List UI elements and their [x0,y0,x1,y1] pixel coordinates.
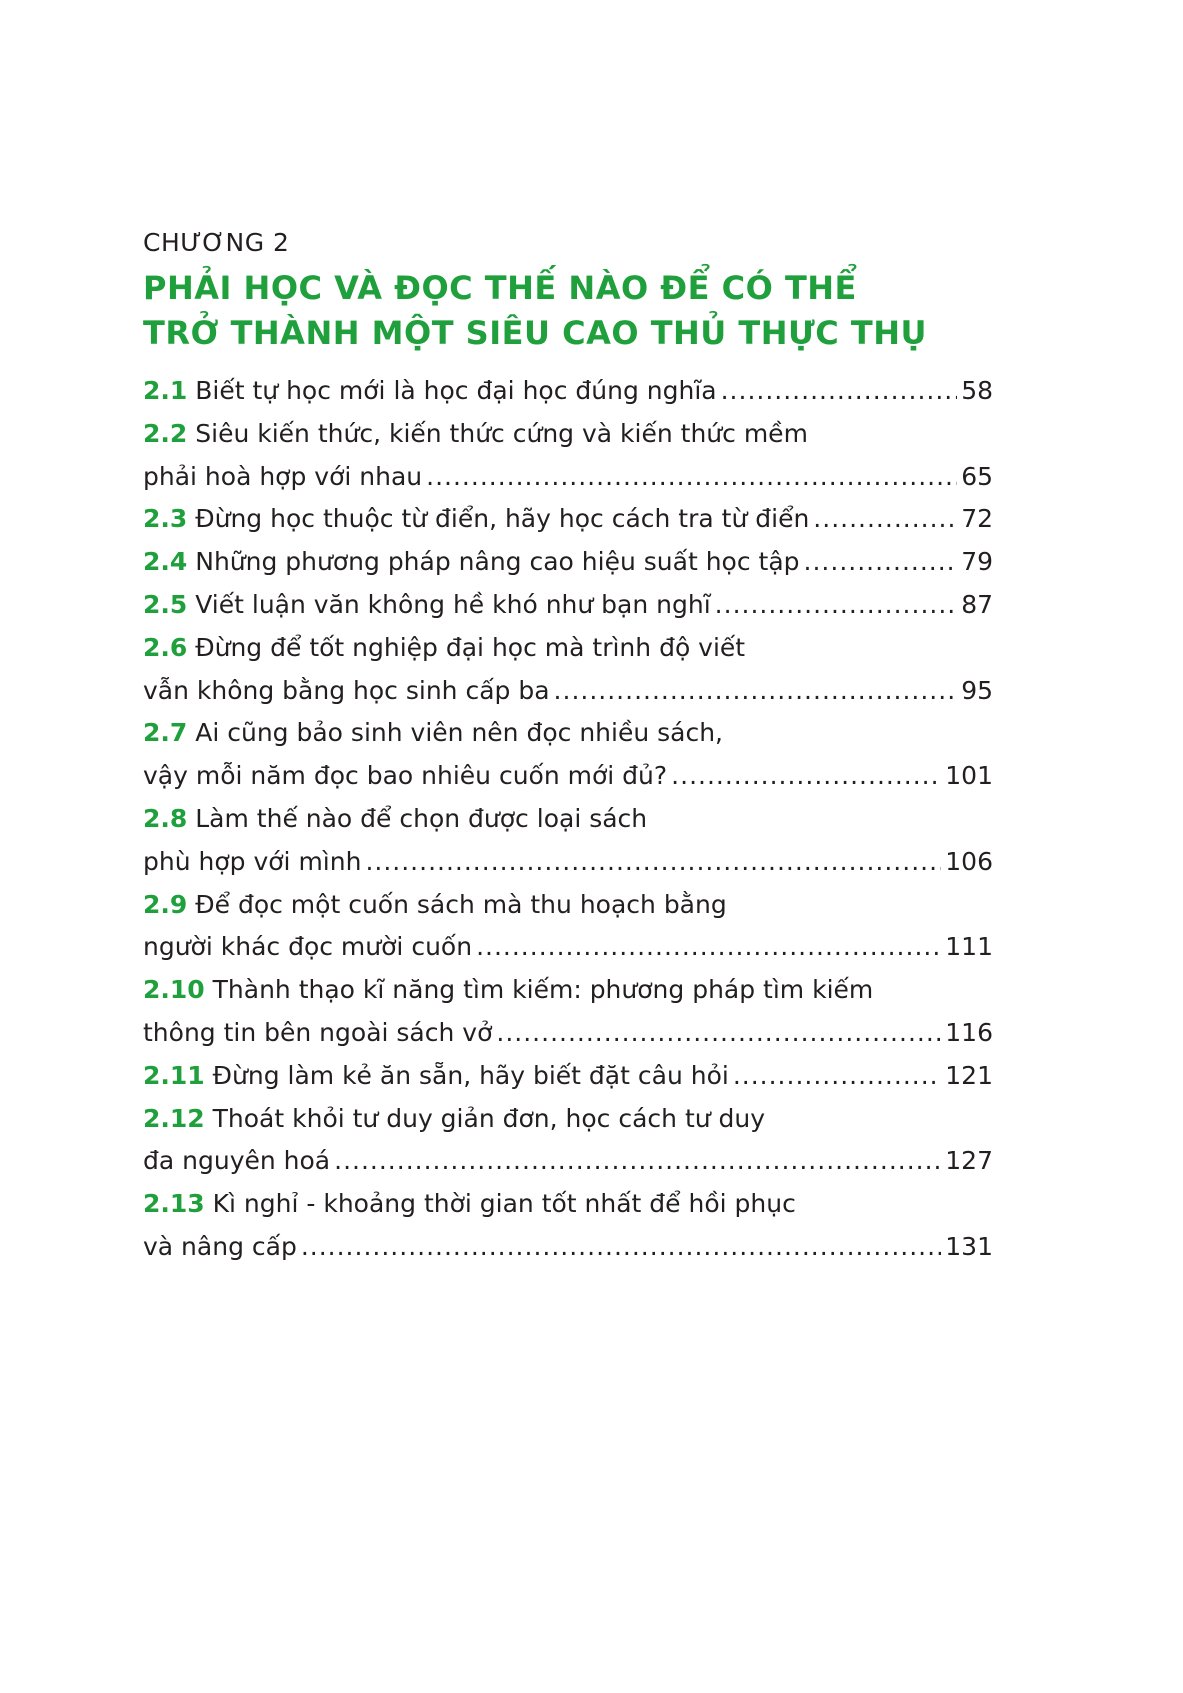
toc-entry-number: 2.9 [143,889,188,919]
toc-entry-line [143,969,993,1012]
toc-entry-line [143,1183,993,1226]
dot-leader [733,1055,941,1098]
toc-entry-number: 2.10 [143,975,205,1005]
toc-entry[interactable] [143,627,993,713]
toc-entry-line [143,1140,993,1183]
toc-page-number: 101 [945,761,993,791]
toc-page-number: 111 [945,932,993,962]
toc-entry-number: 2.3 [143,504,188,534]
toc-entry-line [143,712,993,755]
toc-entry-title: Biết tự học mới là học đại học đúng nghĩa [195,376,717,405]
chapter-title-line: PHẢI HỌC VÀ ĐỌC THẾ NÀO ĐỂ CÓ THỂ [143,269,857,307]
toc-entry-title: người khác đọc mười cuốn [143,932,473,962]
toc-entry-number: 2.12 [143,1103,205,1133]
toc-entry-line [143,755,993,798]
toc-entry[interactable] [143,1183,993,1269]
dot-leader [715,584,958,627]
dot-leader [301,1226,941,1269]
toc-entry-number: 2.5 [143,589,188,619]
toc-entry-title: và nâng cấp [143,1231,297,1261]
toc-entry-title: Đừng để tốt nghiệp đại học mà trình độ viết [195,632,746,662]
toc-entry-line [143,456,993,499]
toc-entry[interactable] [143,969,993,1055]
toc-page [143,228,993,1269]
toc-page-number: 65 [961,461,993,491]
toc-entry-line [143,584,993,627]
toc-entry-line [143,541,993,584]
toc-entry-title: thông tin bên ngoài sách vở [143,1017,493,1047]
toc-entry-line [143,841,993,884]
toc-page-number: 87 [961,589,993,619]
toc-entry[interactable] [143,884,993,970]
toc-entry-line [143,1098,993,1141]
dot-leader [476,926,941,969]
toc-entry-title: Ai cũng bảo sinh viên nên đọc nhiều sách, [195,718,724,748]
dot-leader [334,1140,941,1183]
toc-entry-number: 2.1 [143,376,188,405]
toc-page-number: 106 [945,846,993,876]
toc-entry-title: phù hợp với mình [143,846,362,876]
toc-entry-title: vậy mỗi năm đọc bao nhiêu cuốn mới đủ? [143,761,668,791]
toc-entry-title: đa nguyên hoá [143,1146,331,1176]
toc-entry-number: 2.11 [143,1060,205,1090]
toc-entry-line [143,798,993,841]
toc-entry-title: Những phương pháp nâng cao hiệu suất học tập [195,547,800,577]
toc-page-number: 79 [961,547,993,577]
toc-entry-line [143,1226,993,1269]
dot-leader [804,541,958,584]
toc-entry[interactable] [143,712,993,798]
toc-entry-title: Làm thế nào để chọn được loại sách [195,803,648,833]
toc-entry-number: 2.8 [143,803,188,833]
dot-leader [813,498,957,541]
dot-leader [365,841,941,884]
toc-entry-title: Viết luận văn không hề khó như bạn nghĩ [195,589,711,619]
toc-entry[interactable] [143,1098,993,1184]
toc-entry-title: Để đọc một cuốn sách mà thu hoạch bằng [195,889,727,919]
toc-entry-line [143,370,993,413]
toc-entry-number: 2.13 [143,1189,205,1219]
table-of-contents [143,370,993,1269]
toc-entry-line [143,498,993,541]
toc-entry-line [143,670,993,713]
toc-entry[interactable] [143,541,993,584]
toc-page-number: 127 [945,1146,993,1176]
chapter-title-line: TRỞ THÀNH MỘT SIÊU CAO THỦ THỰC THỤ [143,314,927,352]
toc-page-number: 131 [945,1231,993,1261]
toc-entry-line [143,1012,993,1055]
toc-entry-title: Kì nghỉ - khoảng thời gian tốt nhất để hồi phục [212,1189,796,1219]
toc-page-number: 72 [961,504,993,534]
toc-page-number: 95 [961,675,993,705]
toc-entry[interactable] [143,370,993,413]
toc-entry-number: 2.4 [143,547,188,577]
toc-entry-title: Đừng học thuộc từ điển, hãy học cách tra từ điển [195,504,810,534]
toc-page-number: 116 [945,1017,993,1047]
toc-entry[interactable] [143,798,993,884]
toc-entry-line [143,1055,993,1098]
toc-entry-line [143,926,993,969]
dot-leader [554,670,958,713]
toc-page-number: 121 [945,1060,993,1090]
chapter-title [143,266,993,356]
dot-leader [426,456,957,499]
toc-entry-number: 2.6 [143,632,188,662]
dot-leader [721,370,958,413]
toc-entry-number: 2.2 [143,418,188,448]
toc-entry-line [143,627,993,670]
toc-entry-title: Đừng làm kẻ ăn sẵn, hãy biết đặt câu hỏi [212,1060,729,1090]
toc-entry-title: phải hoà hợp với nhau [143,461,423,491]
toc-entry[interactable] [143,584,993,627]
chapter-label: CHƯƠNG 2 [143,228,290,257]
toc-entry-title: vẫn không bằng học sinh cấp ba [143,675,550,705]
toc-entry[interactable] [143,498,993,541]
dot-leader [671,755,941,798]
toc-entry-line [143,413,993,456]
toc-entry-title: Siêu kiến thức, kiến thức cứng và kiến thức mềm [195,418,808,448]
toc-entry-title: Thoát khỏi tư duy giản đơn, học cách tư duy [212,1103,766,1133]
toc-entry[interactable] [143,1055,993,1098]
toc-entry-number: 2.7 [143,718,188,748]
toc-entry[interactable] [143,413,993,499]
toc-entry-title: Thành thạo kĩ năng tìm kiếm: phương pháp tìm kiếm [212,975,874,1005]
toc-page-number: 58 [961,376,993,405]
toc-entry-line [143,884,993,927]
dot-leader [496,1012,941,1055]
